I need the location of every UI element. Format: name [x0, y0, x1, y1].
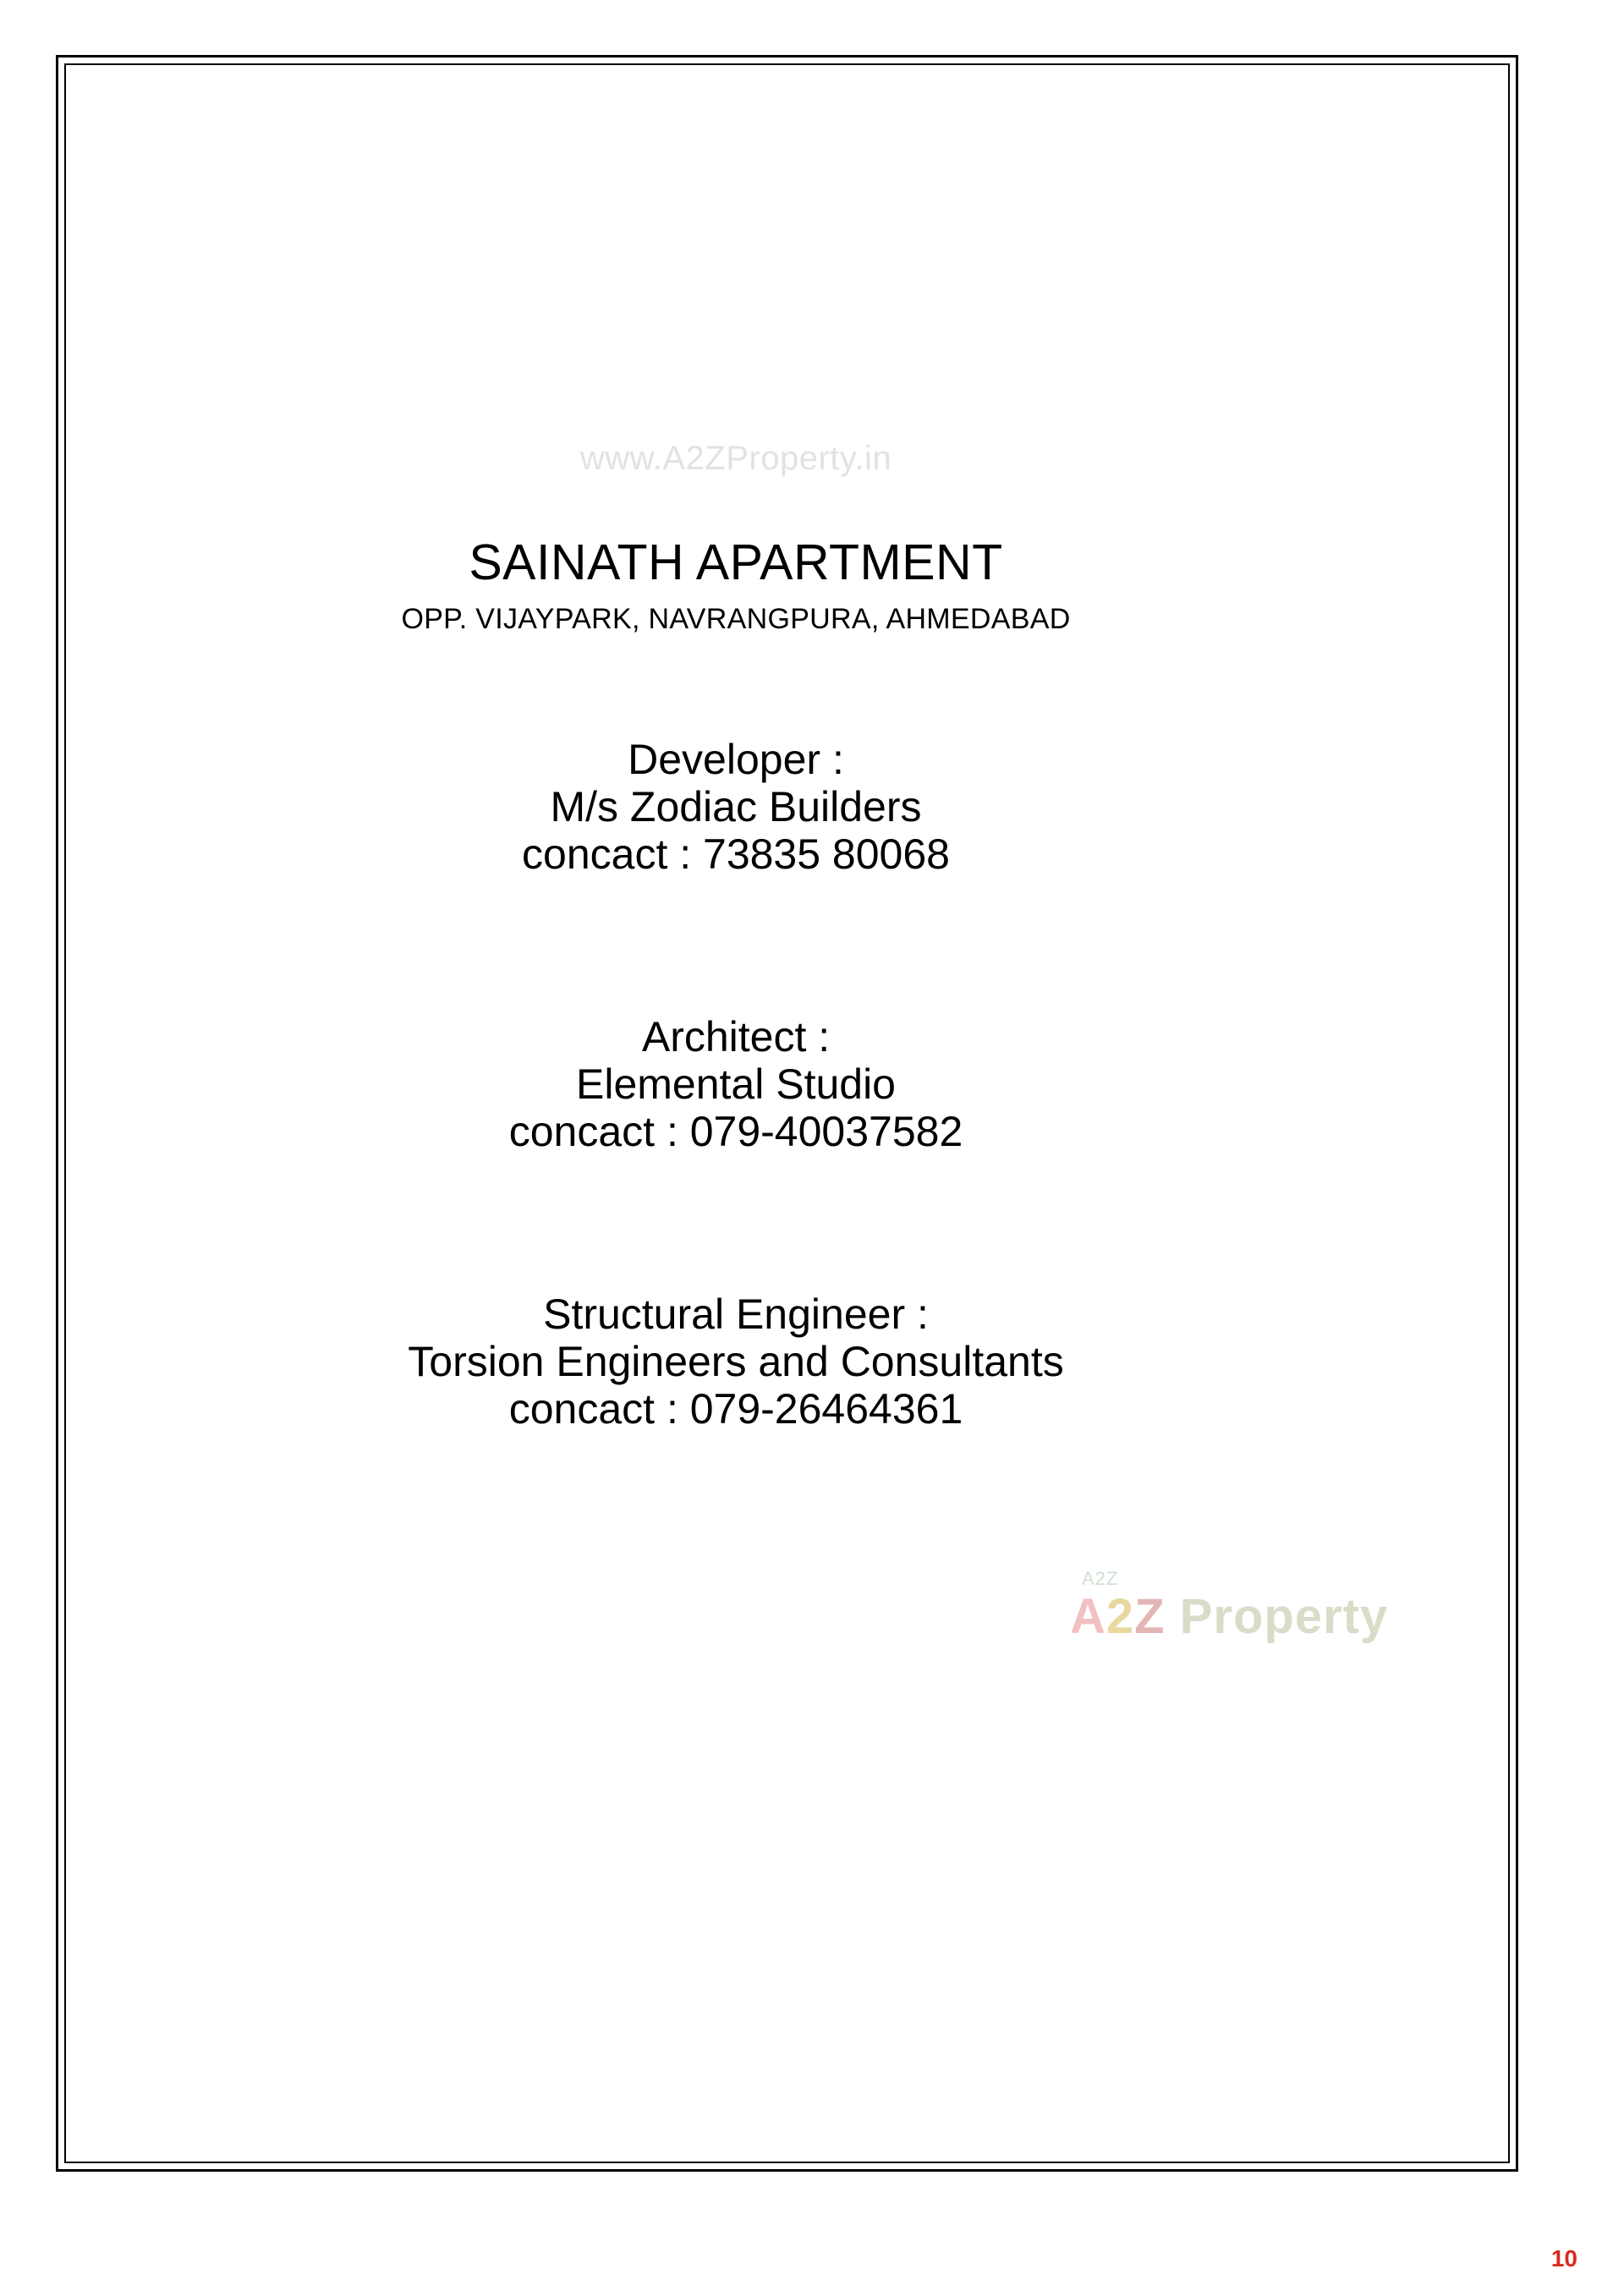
brand-word-property: Property: [1179, 1589, 1389, 1644]
brand-superscript: A2Z: [1082, 1568, 1119, 1589]
architect-block: [102, 1013, 1370, 1155]
developer-heading: Developer :: [628, 736, 844, 783]
page-number: 10: [1550, 2245, 1577, 2271]
title-block: [102, 440, 1370, 1433]
developer-contact: concact : 73835 80068: [522, 830, 950, 878]
developer-name: M/s Zodiac Builders: [550, 783, 922, 830]
structural-engineer-block: [102, 1290, 1370, 1433]
structural-engineer-name: Torsion Engineers and Consultants: [408, 1338, 1064, 1385]
page-subtitle-address: OPP. VIJAYPARK, NAVRANGPURA, AHMEDABAD: [401, 603, 1071, 635]
brand-letter-2: 2: [1106, 1589, 1135, 1644]
structural-engineer-contact: concact : 079-26464361: [508, 1385, 963, 1433]
developer-block: [102, 736, 1370, 878]
page-title: SAINATH APARTMENT: [469, 534, 1003, 590]
architect-name: Elemental Studio: [575, 1060, 896, 1108]
brand-letter-z: Z: [1134, 1589, 1166, 1644]
structural-engineer-heading: Structural Engineer :: [543, 1290, 929, 1338]
brand-letter-a: A: [1070, 1589, 1106, 1644]
architect-contact: concact : 079-40037582: [508, 1108, 963, 1155]
site-watermark-text: www.A2ZProperty.in: [579, 440, 892, 477]
architect-heading: Architect :: [641, 1013, 831, 1060]
